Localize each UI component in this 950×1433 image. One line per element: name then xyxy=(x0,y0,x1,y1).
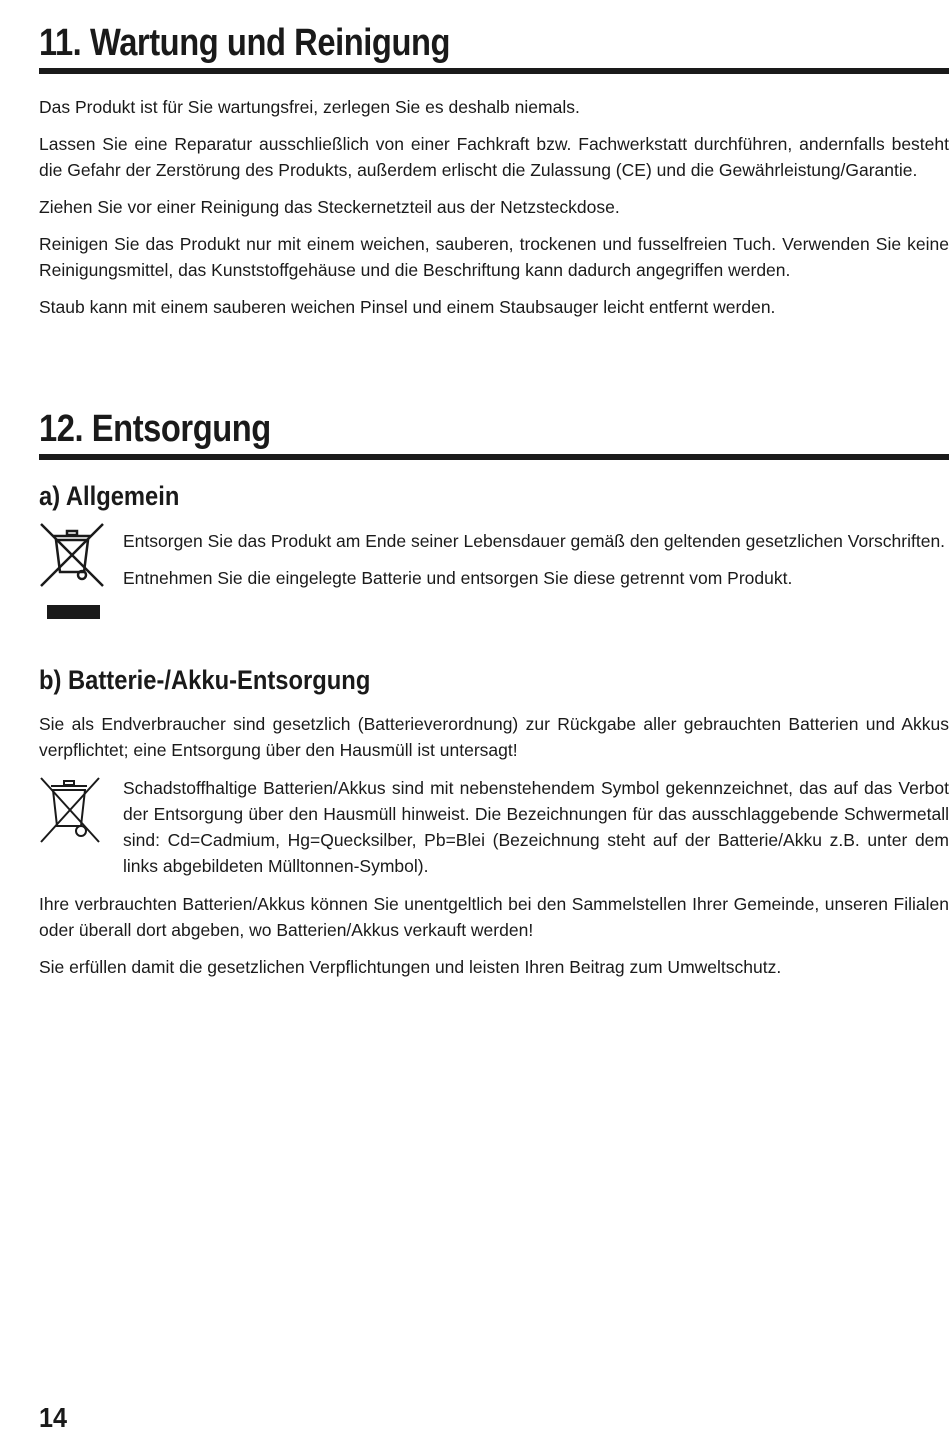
crossed-out-wheelie-bin-icon xyxy=(39,522,107,622)
section-11-heading xyxy=(39,24,517,62)
subsection-a-title: a) Allgemein xyxy=(39,481,180,511)
subsection-b-heading xyxy=(39,667,416,694)
section-12-rule xyxy=(39,454,949,460)
subsection-b-icon-text xyxy=(123,775,949,879)
subsection-b-title: b) Batterie-/Akku-Entsorgung xyxy=(39,665,371,695)
section-11-body xyxy=(39,94,949,320)
paragraph: Entnehmen Sie die eingelegte Batterie und entsorgen Sie diese getrennt vom Produkt. xyxy=(123,568,793,588)
paragraph: Schadstoffhaltige Batterien/Akkus sind mit nebenstehendem Symbol gekennzeichnet, das auf das Verbot der Entsorgung über den Hausmüll hinweist. Die Bezeichnungen für das ausschlaggebende Schwermetall sind: Cd=Cadmium, Hg=Quecksilber, Pb=Blei (Bezeichnung steht auf der Batterie/Akku z.B. unter dem links abgebildeten Mülltonnen-Symbol). xyxy=(123,778,949,876)
battery-disposal-bin-icon xyxy=(39,776,101,846)
paragraph: Lassen Sie eine Reparatur ausschließlich von einer Fachkraft bzw. Fachwerkstatt durchführen, andernfalls besteht die Gefahr der Zerstörung des Produkts, außerdem erlischt die Zulassung (CE) und die Gewährleistung/Garantie. xyxy=(39,134,949,180)
section-12-title: 12. Entsorgung xyxy=(39,408,271,450)
paragraph: Ihre verbrauchten Batterien/Akkus können Sie unentgeltlich bei den Sammelstellen Ihrer Gemeinde, unseren Filialen oder überall dort abgeben, wo Batterien/Akkus verkauft werden! xyxy=(39,894,949,940)
paragraph: Das Produkt ist für Sie wartungsfrei, zerlegen Sie es deshalb niemals. xyxy=(39,97,580,117)
paragraph: Sie als Endverbraucher sind gesetzlich (Batterieverordnung) zur Rückgabe aller gebrauchten Batterien und Akkus verpflichtet; eine Entsorgung über den Hausmüll ist untersagt! xyxy=(39,714,949,760)
section-11-title: 11. Wartung und Reinigung xyxy=(39,22,451,64)
paragraph: Sie erfüllen damit die gesetzlichen Verpflichtungen und leisten Ihren Beitrag zum Umweltschutz. xyxy=(39,957,782,977)
section-12-heading xyxy=(39,410,309,448)
subsection-b-intro xyxy=(39,711,949,763)
page-number: 14 xyxy=(39,1402,68,1433)
section-11-rule xyxy=(39,68,949,74)
subsection-a-body xyxy=(123,528,949,591)
paragraph: Reinigen Sie das Produkt nur mit einem weichen, sauberen, trockenen und fusselfreien Tuch. Verwenden Sie keine Reinigungsmittel, das Kunststoffgehäuse und die Beschriftung kann dadurch angegriffen werden. xyxy=(39,234,949,280)
paragraph: Entsorgen Sie das Produkt am Ende seiner Lebensdauer gemäß den geltenden gesetzlichen Vorschriften. xyxy=(123,531,946,551)
paragraph: Staub kann mit einem sauberen weichen Pinsel und einem Staubsauger leicht entfernt werden. xyxy=(39,297,776,317)
subsection-b-body xyxy=(39,891,949,980)
subsection-a-heading xyxy=(39,483,199,510)
paragraph: Ziehen Sie vor einer Reinigung das Steckernetzteil aus der Netzsteckdose. xyxy=(39,197,620,217)
